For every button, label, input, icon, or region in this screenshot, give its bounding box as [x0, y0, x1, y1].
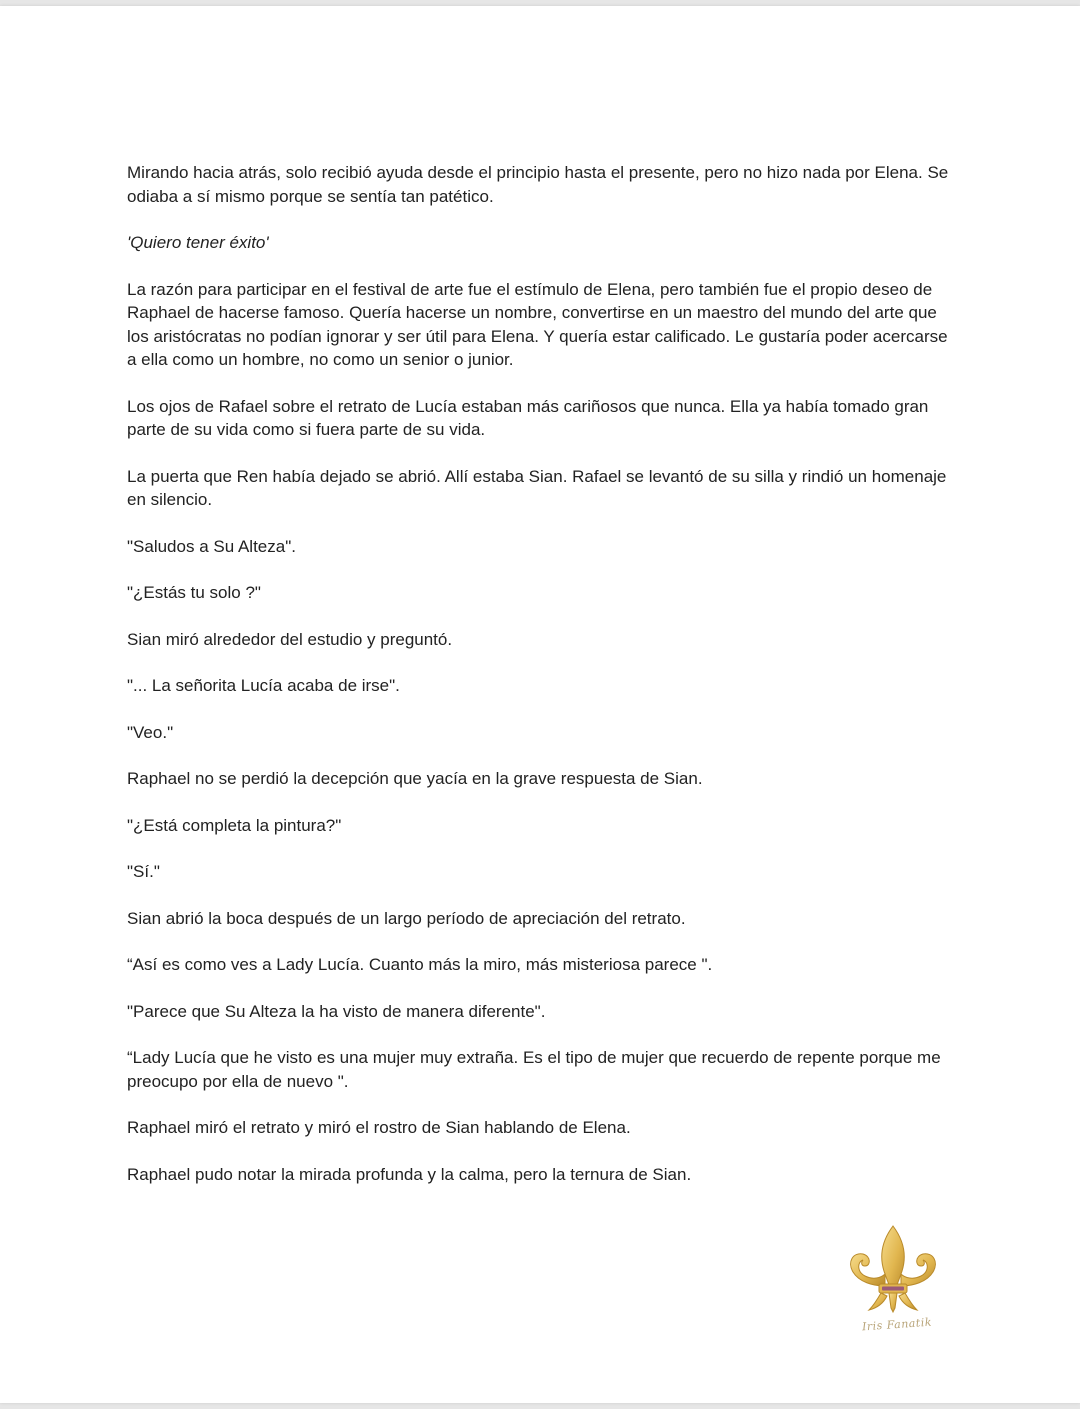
paragraph: La razón para participar en el festival de arte fue el estímulo de Elena, pero también fue el propio deseo de Raphael de hacerse famoso. Quería hacerse un nombre, convertirse en un maestro del mundo del arte que los aristócratas no podían ignorar y ser útil para Elena. Y quería estar calificado. Le gustaría poder acercarse a ella como un hombre, no como un senior o junior.: [127, 279, 948, 369]
paragraph: "¿Estás tu solo ?": [127, 583, 261, 602]
paragraph: Sian miró alrededor del estudio y preguntó.: [127, 629, 453, 649]
paragraph: "Saludos a Su Alteza".: [127, 536, 296, 556]
paragraph: "¿Está completa la pintura?": [127, 815, 342, 835]
paragraph: "Sí.": [127, 862, 160, 881]
paragraph: "... La señorita Lucía acaba de irse".: [127, 676, 400, 695]
document-body: [127, 161, 957, 1209]
paragraph: "Veo.": [127, 722, 174, 742]
paragraph: Raphael no se perdió la decepción que yacía en la grave respuesta de Sian.: [127, 769, 703, 788]
logo-signature: Iris Fanatik: [861, 1315, 933, 1334]
paragraph: "Parece que Su Alteza la ha visto de manera diferente".: [127, 1001, 546, 1021]
paragraph: Sian abrió la boca después de un largo período de apreciación del retrato.: [127, 908, 686, 928]
paragraph: Raphael pudo notar la mirada profunda y la calma, pero la ternura de Sian.: [127, 1164, 692, 1184]
document-page: [0, 6, 1080, 1403]
paragraph: Los ojos de Rafael sobre el retrato de Lucía estaban más cariñosos que nunca. Ella ya había tomado gran parte de su vida como si fuera parte de su vida.: [127, 396, 929, 439]
paragraph: “Así es como ves a Lady Lucía. Cuanto más la miro, más misteriosa parece ".: [127, 955, 713, 974]
paragraph: Mirando hacia atrás, solo recibió ayuda desde el principio hasta el presente, pero no hizo nada por Elena. Se odiaba a sí mismo porque se sentía tan patético.: [127, 163, 949, 206]
paragraph-italic-thought: 'Quiero tener éxito': [127, 233, 269, 252]
paragraph: La puerta que Ren había dejado se abrió. Allí estaba Sian. Rafael se levantó de su silla y rindió un homenaje en silencio.: [127, 466, 947, 509]
paragraph: Raphael miró el retrato y miró el rostro de Sian hablando de Elena.: [127, 1118, 631, 1137]
paragraph: “Lady Lucía que he visto es una mujer muy extraña. Es el tipo de mujer que recuerdo de repente porque me preocupo por ella de nuevo ".: [127, 1048, 941, 1091]
